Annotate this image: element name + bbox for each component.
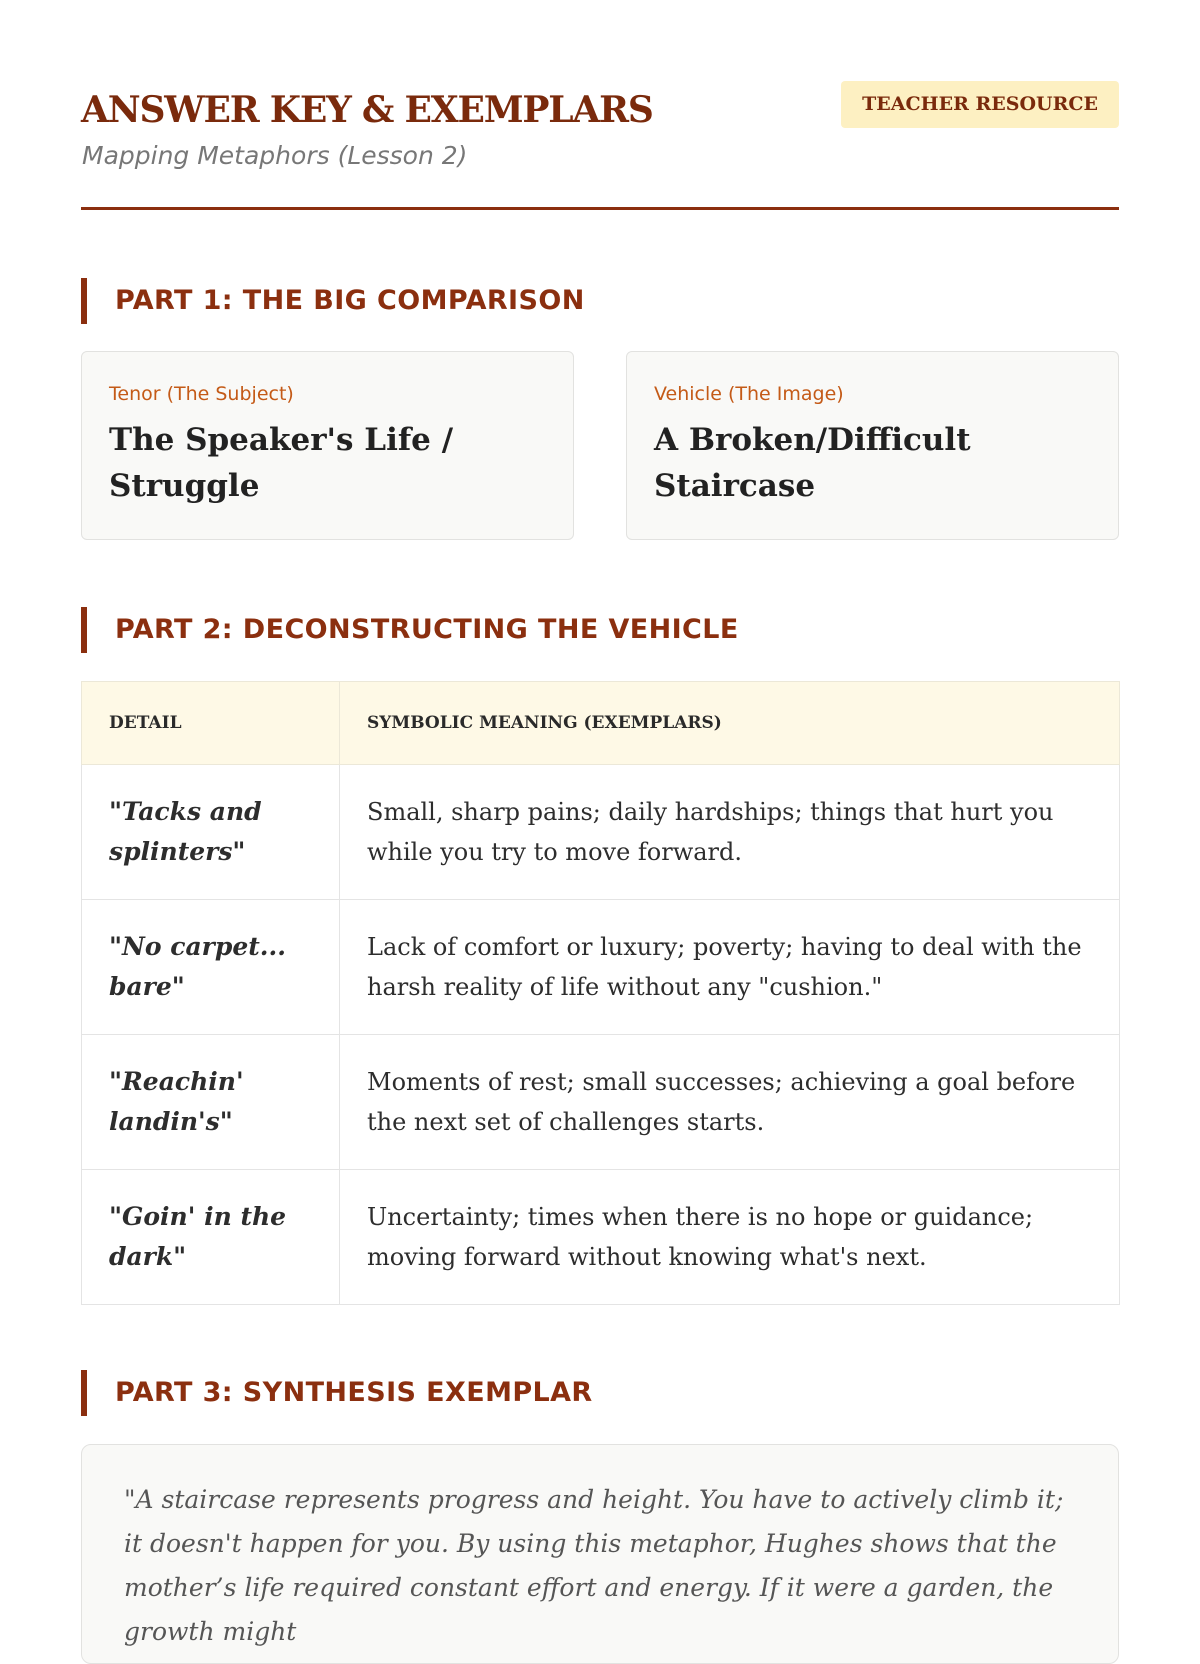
meaning-cell: Uncertainty; times when there is no hope or guidance; moving forward without knowing what's next. <box>340 1170 1120 1305</box>
table-row <box>82 765 1120 900</box>
synthesis-exemplar-box <box>81 1444 1119 1664</box>
table-row <box>82 900 1120 1035</box>
detail-cell: "Reachin' landin's" <box>82 1035 340 1170</box>
table-header-row <box>82 682 1120 765</box>
tenor-card <box>81 351 574 540</box>
page-header <box>81 88 1119 210</box>
vehicle-details-table <box>81 681 1120 1305</box>
tenor-label: Tenor (The Subject) <box>109 383 294 405</box>
vehicle-label: Vehicle (The Image) <box>654 383 844 405</box>
answer-key-page <box>81 0 1119 1646</box>
meaning-cell: Lack of comfort or luxury; poverty; having to deal with the harsh reality of life without any "cushion." <box>340 900 1120 1035</box>
detail-cell: "No carpet... bare" <box>82 900 340 1035</box>
meaning-cell: Small, sharp pains; daily hardships; things that hurt you while you try to move forward. <box>340 765 1120 900</box>
teacher-resource-badge: TEACHER RESOURCE <box>841 81 1119 128</box>
table-row <box>82 1170 1120 1305</box>
column-header-meaning: SYMBOLIC MEANING (EXEMPLARS) <box>340 682 1120 765</box>
part3-heading: PART 3: SYNTHESIS EXEMPLAR <box>81 1370 1119 1416</box>
tenor-value: The Speaker's Life / Struggle <box>109 422 454 504</box>
part2-heading: PART 2: DECONSTRUCTING THE VEHICLE <box>81 607 1119 653</box>
meaning-cell: Moments of rest; small successes; achieving a goal before the next set of challenges starts. <box>340 1035 1120 1170</box>
part1-heading: PART 1: THE BIG COMPARISON <box>81 278 1119 324</box>
page-title: ANSWER KEY & EXEMPLARS <box>81 89 653 131</box>
column-header-detail: DETAIL <box>82 682 340 765</box>
synthesis-exemplar-text: "A staircase represents progress and height. You have to actively climb it; it doesn't happen for you. By using this metaphor, Hughes shows that the mother’s life required constant effort and energy. If it were a garden, the growth might <box>124 1485 1064 1646</box>
detail-cell: "Tacks and splinters" <box>82 765 340 900</box>
detail-cell: "Goin' in the dark" <box>82 1170 340 1305</box>
page-subtitle: Mapping Metaphors (Lesson 2) <box>82 141 468 170</box>
vehicle-value: A Broken/Difficult Staircase <box>654 422 971 504</box>
table-row <box>82 1035 1120 1170</box>
vehicle-card <box>626 351 1119 540</box>
